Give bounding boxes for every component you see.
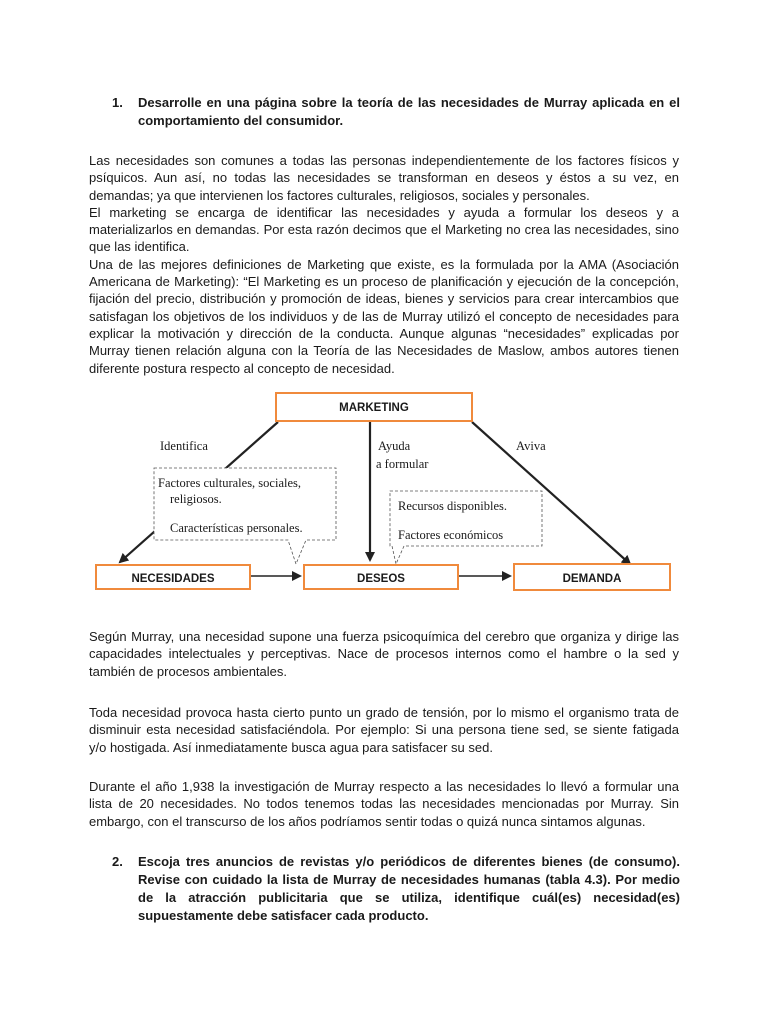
question-1 — [112, 94, 680, 130]
question-1-text: Desarrolle en una página sobre la teoría de las necesidades de Murray aplicada en el comportamiento del consumidor. — [138, 95, 680, 128]
marketing-flow-diagram — [90, 384, 690, 600]
label-identifica: Identifica — [160, 439, 208, 453]
label-ayuda: Ayuda — [378, 439, 411, 453]
necesidades-label: NECESIDADES — [131, 573, 215, 585]
callout-left-line-2: religiosos. — [170, 492, 222, 506]
question-1-number: 1. — [112, 95, 123, 110]
question-2-text: Escoja tres anuncios de revistas y/o periódicos de diferentes bienes (de consumo). Revise con cuidado la lista de Murray de necesidades humanas (tabla 4.3). Por medio de la atracción publicitaria que se utiliza, identifique cuál(es) necesidad(es) supuestamente debe satisfacer cada producto. — [138, 854, 680, 923]
paragraph-1938: Durante el año 1,938 la investigación de Murray respecto a las necesidades lo llevó a formular una lista de 20 necesidades. No todos tenemos todas las necesidades mencionadas por Murray. Sin embargo, con el transcurso de los años podríamos sentir todas o quizá nunca sintamos algunas. — [89, 779, 679, 829]
callout-right-line-1: Recursos disponibles. — [398, 499, 508, 513]
deseos-label: DESEOS — [357, 573, 405, 585]
callout-left-line-3: Características personales. — [170, 521, 303, 535]
callout-left-line-1: Factores culturales, sociales, — [158, 476, 302, 490]
intro-line-3: Una de las mejores definiciones de Marketing que existe, es la formulada por la AMA (Asociación Americana de Marketing): “El Marketing es un proceso de planificación y ejecución de la concepción, fijación del precio, distribución y promoción de ideas, bienes y servicios para crear intercambios que satisfagan los objetivos de los individuos y de las de Murray utilizó el concepto de necesidades para explicar la motivación y dirección de la conducta. Aunque algunas “necesidades” explicadas por Murray tienen relación alguna con la Teoría de las Necesidades de Maslow, ambos autores tienen diferente postura respecto al concepto de necesidad. — [89, 256, 679, 376]
question-2 — [112, 853, 680, 925]
marketing-label: MARKETING — [339, 402, 409, 414]
demanda-label: DEMANDA — [562, 573, 622, 585]
intro-line-2: El marketing se encarga de identificar las necesidades y ayuda a formular los deseos y a materializarlos en demandas. Por esta razón decimos que el Marketing no crea las necesidades, sino que las identifica. — [89, 204, 679, 255]
paragraph-murray: Según Murray, una necesidad supone una fuerza psicoquímica del cerebro que organiza y dirige las capacidades intelectuales y perceptivas. Nace de procesos internos como el hambre o la sed y también de procesos ambientales. — [89, 629, 679, 679]
paragraph-tension: Toda necesidad provoca hasta cierto punto un grado de tensión, por lo mismo el organismo trata de disminuir esta necesidad satisfaciéndola. Por ejemplo: Si una persona tiene sed, se siente fatigada y/o hostigada. Así inmediatamente busca agua para satisfacer su sed. — [89, 705, 679, 755]
label-a-formular: a formular — [376, 457, 429, 471]
label-aviva: Aviva — [516, 439, 546, 453]
intro-line-1: Las necesidades son comunes a todas las personas independientemente de los factores físicos y psíquicos. Aun así, no todas las necesidades se transforman en deseos y éstos a su vez, en demandas; ya que intervienen los factores culturales, religiosos, sociales y personales. — [89, 153, 679, 203]
question-2-number: 2. — [112, 854, 123, 869]
callout-right-line-2: Factores económicos — [398, 528, 504, 542]
intro-paragraph — [89, 152, 679, 377]
